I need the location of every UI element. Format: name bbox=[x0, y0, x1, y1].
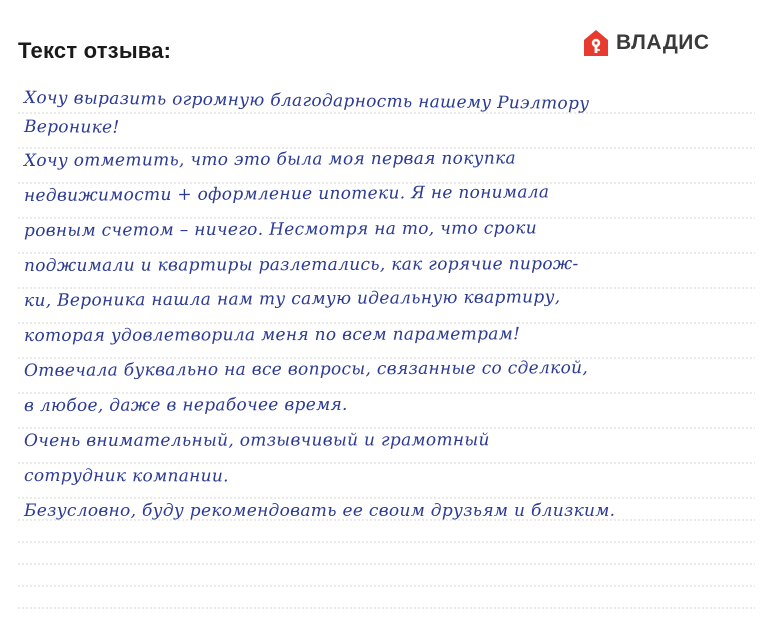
review-line: Хочу выразить огромную благодарность нашему Риэлтору bbox=[23, 88, 590, 114]
review-line: в любое, даже в нерабочее время. bbox=[23, 394, 348, 416]
review-line: сотрудник компании. bbox=[23, 466, 229, 487]
review-line: Безусловно, буду рекомендовать ее своим друзьям и близким. bbox=[24, 501, 616, 521]
brand-logo bbox=[583, 28, 710, 58]
review-line: недвижимости + оформление ипотеки. Я не понимала bbox=[23, 182, 550, 206]
review-line: Отвечала буквально на все вопросы, связанные со сделкой, bbox=[23, 358, 589, 381]
review-line: Очень внимательный, отзывчивый и грамотный bbox=[23, 430, 490, 451]
brand-name: ВЛАДИС bbox=[616, 31, 710, 54]
review-line: которая удовлетворила меня по всем параметрам! bbox=[23, 324, 521, 346]
page-title: Текст отзыва: bbox=[18, 38, 172, 63]
review-line: Хочу отметить, что это была моя первая покупка bbox=[23, 148, 516, 171]
house-key-icon bbox=[583, 29, 609, 57]
review-line: Веронике! bbox=[23, 117, 120, 138]
review-line: поджимали и квартиры разлетались, как горячие пирож- bbox=[23, 254, 579, 276]
review-line: ки, Вероника нашла нам ту самую идеальную квартиру, bbox=[23, 287, 561, 311]
review-line: ровным счетом – ничего. Несмотря на то, что сроки bbox=[23, 218, 538, 241]
handwritten-review bbox=[24, 81, 764, 529]
